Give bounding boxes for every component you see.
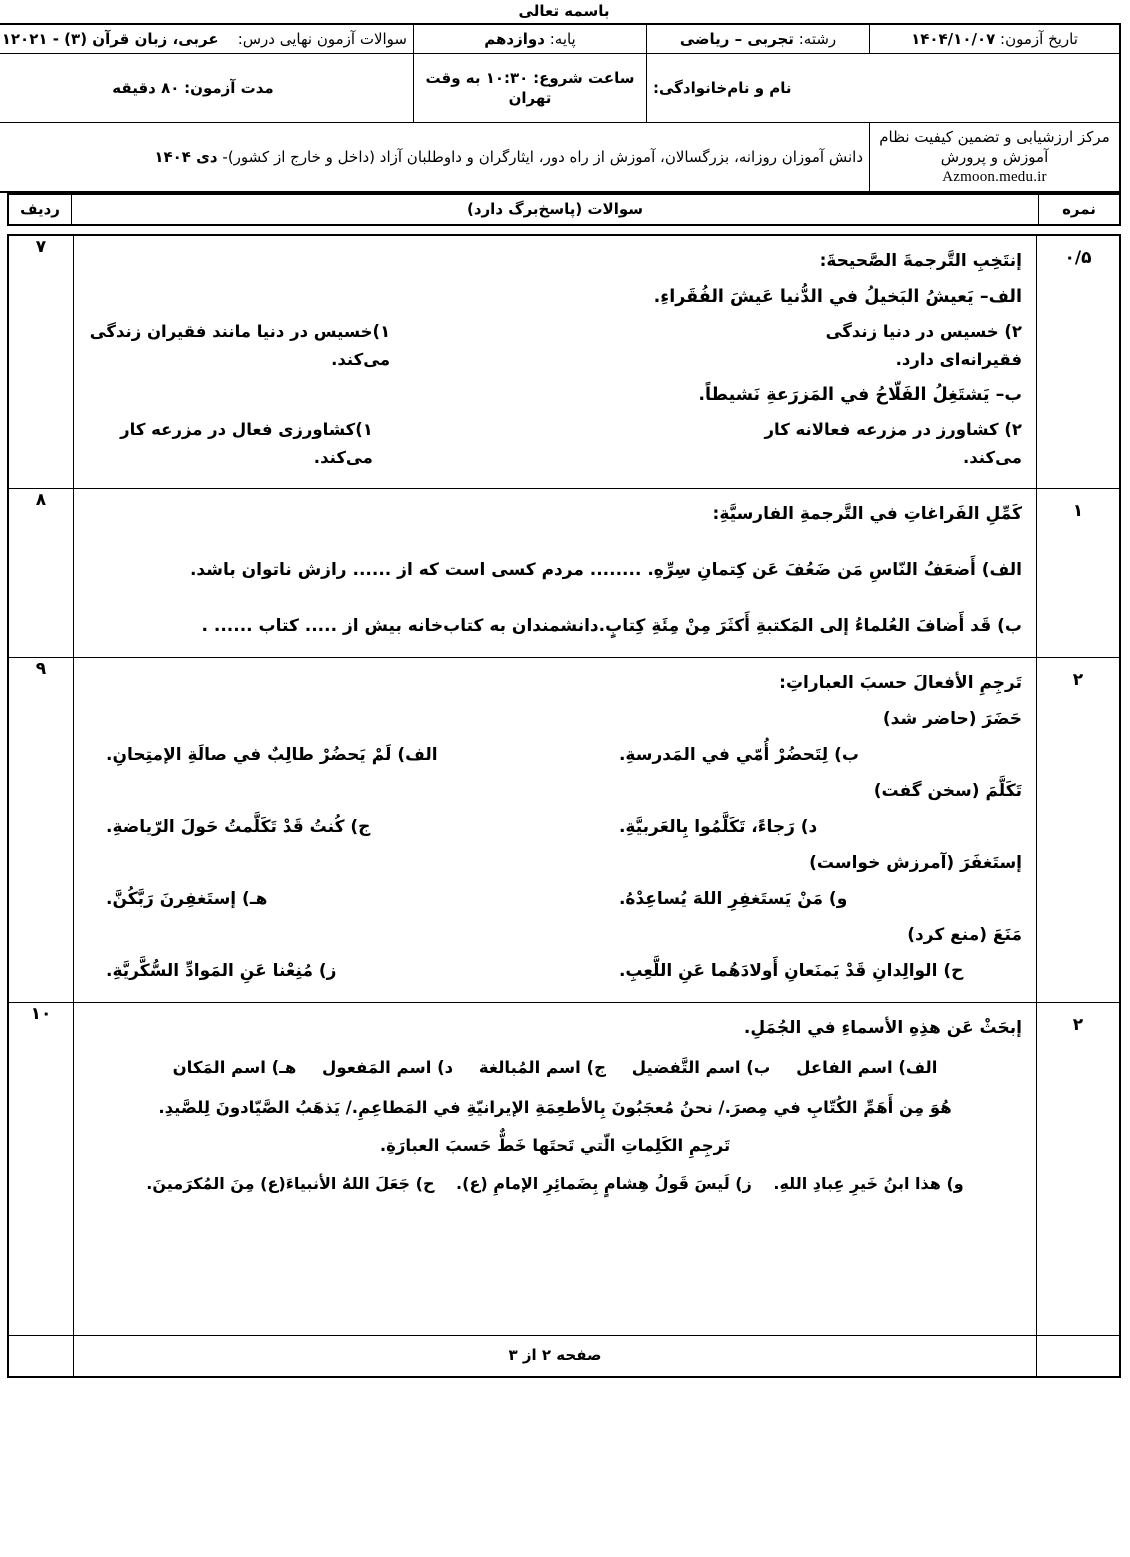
question-7-title: إنتَخِبِ التَّرجمةَ الصَّحیحةَ: bbox=[820, 251, 1023, 271]
question-10-answer-space bbox=[89, 1207, 1023, 1325]
noun-type-d: د) اسم المَفعول bbox=[323, 1058, 455, 1077]
question-7-score: ۰/۵ bbox=[1038, 235, 1122, 489]
question-9-body bbox=[75, 658, 1038, 1003]
question-9-verb-2: تَکَلَّمَ (سخن گفت) bbox=[874, 781, 1023, 801]
question-7-body bbox=[75, 235, 1038, 489]
audience-cell bbox=[0, 123, 871, 193]
question-row-10 bbox=[9, 1003, 1121, 1336]
question-10-item-h: ح) جَعَلَ اللهُ الأنبیاءَ(ع) مِنَ المُکرَمینَ. bbox=[147, 1174, 436, 1193]
score-column-header: نمره bbox=[1040, 194, 1122, 225]
question-9-group-3-items bbox=[89, 884, 1023, 914]
student-name-cell bbox=[648, 54, 1122, 123]
question-8-number: ۸ bbox=[9, 489, 75, 658]
question-9-item-c: ج) کُنتُ قَدْ تَکَلَّمتُ حَولَ الرّیاضةِ. bbox=[107, 817, 372, 837]
question-7-item-b-option-1[interactable]: ۱)کشاورزی فعال در مزرعه کار می‌کند. bbox=[121, 420, 374, 467]
field-of-study-value: تجربی – ریاضی bbox=[680, 30, 795, 48]
noun-type-c: ج) اسم المُبالغة bbox=[479, 1058, 607, 1077]
question-9-item-a: الف) لَمْ یَحضُرْ طالِبٌ في صالَةِ الإمتِحانِ. bbox=[107, 745, 439, 765]
evaluation-center-cell bbox=[871, 123, 1122, 193]
noun-type-e: هـ) اسم المَکان bbox=[173, 1058, 298, 1077]
header-row-2 bbox=[0, 54, 1121, 123]
question-7-item-b-arabic: ب– یَشتَغِلُ الفَلّاحُ في المَزرَعةِ نَشیطاً. bbox=[699, 385, 1023, 405]
start-time-value: ۱۰:۳۰ به وقت تهران bbox=[426, 69, 553, 107]
duration-value: ۸۰ دقیقه bbox=[113, 79, 181, 97]
question-10-noun-types bbox=[89, 1053, 1023, 1083]
column-headings-table bbox=[8, 193, 1122, 226]
question-7-item-a-option-2[interactable]: ۲) خسیس در دنیا زندگی فقیرانه‌ای دارد. bbox=[826, 322, 1023, 369]
header-row-1 bbox=[0, 24, 1121, 54]
question-7-item-a-options bbox=[89, 318, 1023, 374]
audience-text: دانش آموزان روزانه، بزرگسالان، آموزش از راه دور، ایثارگران و داوطلبان آزاد (داخل و خارج از کشور)- bbox=[223, 148, 864, 166]
exam-date-cell bbox=[871, 24, 1122, 54]
header-row-3 bbox=[0, 123, 1121, 193]
lesson-cell bbox=[0, 24, 415, 54]
start-time-cell bbox=[415, 54, 648, 123]
question-10-last-items bbox=[89, 1169, 1023, 1199]
question-9-score: ۲ bbox=[1038, 658, 1122, 1003]
question-9-item-z: ز) مُنِعْنا عَنِ المَوادِّ السُّکَّریَّةِ. bbox=[107, 961, 338, 981]
basmala-text: باسمه تعالی bbox=[519, 2, 611, 20]
question-7-item-b-option-2[interactable]: ۲) کشاورز در مزرعه فعالانه کار می‌کند. bbox=[765, 420, 1023, 467]
exam-date-value: ۱۴۰۴/۱۰/۰۷ bbox=[912, 30, 997, 48]
question-7-item-a-arabic: الف– یَعیشُ البَخیلُ في الدُّنیا عَیشَ الفُقَراءِ. bbox=[654, 287, 1023, 307]
page-number-note: صفحه ۲ از ۳ bbox=[75, 1336, 1038, 1378]
question-9-group-4-items bbox=[89, 956, 1023, 986]
lesson-name-value: عربی، زبان قرآن (۳) - ۱۲۰۲۱ bbox=[2, 30, 220, 48]
question-row-8 bbox=[9, 489, 1121, 658]
question-9-group-2-items bbox=[89, 812, 1023, 842]
questions-column-header: سوالات (پاسخ‌برگ دارد) bbox=[73, 194, 1040, 225]
audience-period: دی ۱۴۰۴ bbox=[155, 148, 219, 166]
question-8-line-b: ب) قَد أَضافَ العُلماءُ إلی المَکتبةِ أَکثَرَ مِنْ مِئَةِ کِتابٍ.دانشمندان به کتاب‌خانه بیش از ..... کتاب ...... . bbox=[202, 616, 1023, 636]
question-9-title: تَرجِمِ الأفعالَ حسبَ العباراتِ: bbox=[780, 673, 1023, 693]
question-9-number: ۹ bbox=[9, 658, 75, 1003]
question-8-title: کَمِّلِ الفَراغاتِ في التَّرجمةِ الفارسیَّةِ: bbox=[713, 504, 1023, 524]
duration-label: مدت آزمون: bbox=[185, 79, 275, 97]
question-9-item-h: هـ) إستَغفِرنَ رَبَّکُنَّ. bbox=[107, 889, 269, 909]
question-10-item-w: و) هذا ابنُ خَیرِ عِبادِ اللهِ. bbox=[774, 1174, 965, 1193]
evaluation-center-url: Azmoon.medu.ir bbox=[943, 169, 1048, 185]
field-of-study-cell bbox=[648, 24, 871, 54]
grade-cell bbox=[415, 24, 648, 54]
question-10-item-z: ز) لَیسَ قَولُ هِشامٍ بِضَمائِرِ الإمامِ (ع). bbox=[457, 1174, 753, 1193]
noun-type-b: ب) اسم التَّفضیل bbox=[632, 1058, 772, 1077]
question-7-item-b-options bbox=[89, 416, 1023, 472]
question-row-9 bbox=[9, 658, 1121, 1003]
footer-row bbox=[9, 1336, 1121, 1378]
question-9-item-d: د) رَجاءً، تَکَلَّمُوا بِالعَربیَّةِ. bbox=[619, 817, 819, 837]
footer-score-cell bbox=[1038, 1336, 1122, 1378]
question-9-group-1-items bbox=[89, 740, 1023, 770]
column-headings-row bbox=[9, 194, 1121, 225]
question-9-item-w: و) مَنْ یَستَغفِرِ اللهَ یُساعِدْهُ. bbox=[619, 889, 849, 909]
question-8-body bbox=[75, 489, 1038, 658]
question-9-verb-4: مَنَعَ (منع کرد) bbox=[908, 925, 1023, 945]
question-10-title: إبحَثْ عَن هذِهِ الأسماءِ في الجُمَلِ. bbox=[744, 1018, 1023, 1038]
duration-cell bbox=[0, 54, 415, 123]
field-of-study-label: رشته: bbox=[799, 30, 838, 48]
question-10-sentences: هُوَ مِن أَهَمِّ الکُتّابِ في مِصرَ./ نحنُ مُعجَبُونَ بِالأطعِمَةِ الإیرانیّةِ في المَطاعِمِ./ یَذهَبُ الصَّیّادونَ لِلصَّیدِ. bbox=[159, 1098, 953, 1117]
question-9-item-b: ب) لِتَحضُرْ أُمّي في المَدرسةِ. bbox=[619, 745, 860, 765]
exam-title-label: سوالات آزمون نهایی درس: bbox=[238, 30, 408, 48]
question-7-number: ۷ bbox=[9, 235, 75, 489]
question-9-verb-1: حَضَرَ (حاضر شد) bbox=[883, 709, 1023, 729]
question-9-item-hh: ح) الوالِدانِ قَدْ یَمنَعانِ أَولادَهُما عَنِ اللَّعِبِ. bbox=[619, 961, 965, 981]
student-name-label: نام و نام‌خانوادگی: bbox=[654, 79, 793, 97]
questions-table bbox=[8, 234, 1122, 1378]
exam-header-table bbox=[0, 23, 1122, 193]
question-row-7 bbox=[9, 235, 1121, 489]
question-9-verb-3: إستَغفَرَ (آمرزش خواست) bbox=[810, 853, 1023, 873]
question-7-item-a-option-1[interactable]: ۱)خسیس در دنیا مانند فقیران زندگی می‌کند. bbox=[90, 322, 392, 369]
question-8-score: ۱ bbox=[1038, 489, 1122, 658]
grade-label: پایه: bbox=[550, 30, 577, 48]
row-column-header: ردیف bbox=[9, 194, 73, 225]
start-time-label: ساعت شروع: bbox=[534, 69, 636, 87]
question-10-subtitle: تَرجِمِ الکَلِماتِ الّتي تَحتَها خَطٌّ حَسبَ العبارَةِ. bbox=[380, 1136, 732, 1155]
exam-date-label: تاریخ آزمون: bbox=[1001, 30, 1079, 48]
noun-type-a: الف) اسم الفاعل bbox=[797, 1058, 939, 1077]
question-10-number: ۱۰ bbox=[9, 1003, 75, 1336]
question-8-line-a: الف) أَضعَفُ النّاسِ مَن ضَعُفَ عَن کِتمانِ سِرِّهِ. ........ مردم کسی است که از ...... رازش ناتوان باشد. bbox=[190, 560, 1023, 580]
question-10-body bbox=[75, 1003, 1038, 1336]
evaluation-center-name: مرکز ارزشیابی و تضمین کیفیت نظام آموزش و پرورش bbox=[880, 128, 1111, 166]
footer-row-cell bbox=[9, 1336, 75, 1378]
question-10-score: ۲ bbox=[1038, 1003, 1122, 1336]
grade-value: دوازدهم bbox=[485, 30, 546, 48]
